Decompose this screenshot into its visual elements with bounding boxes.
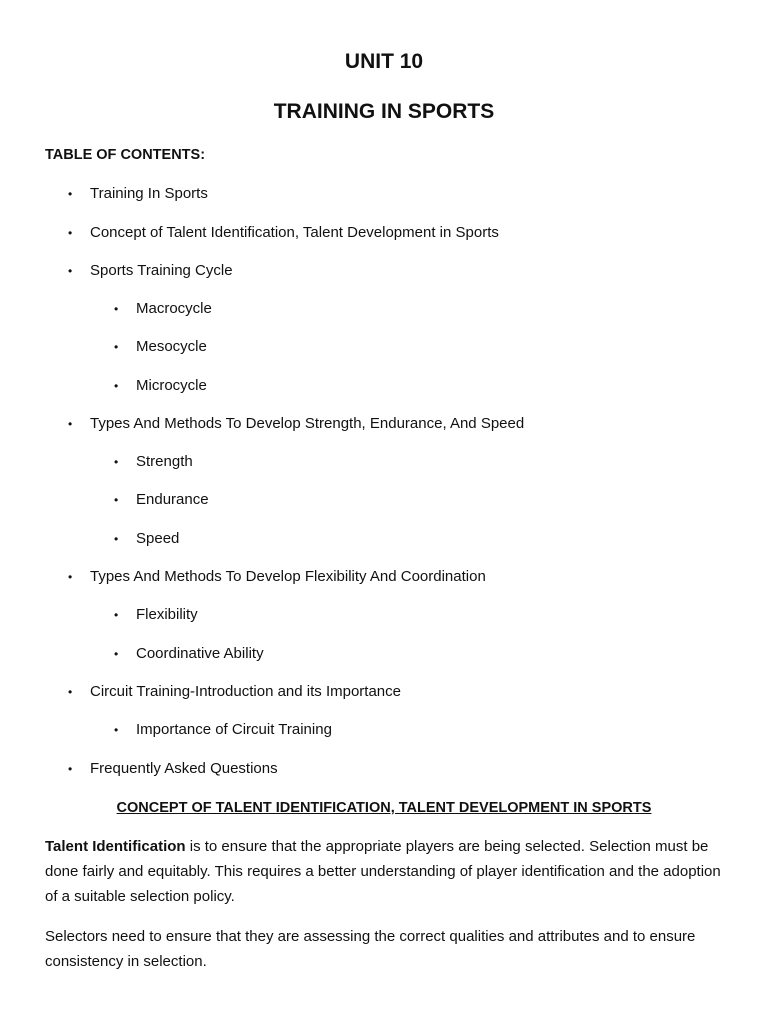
- toc-subitem: [114, 605, 198, 625]
- paragraph-talent-identification: [45, 834, 735, 909]
- toc-item-label: Sports Training Cycle: [90, 262, 233, 279]
- toc-subitem: [114, 376, 207, 396]
- bullet-icon: •: [114, 302, 119, 316]
- bullet-icon: •: [68, 570, 73, 584]
- toc-item: [68, 184, 208, 204]
- toc-item-label: Strength: [136, 453, 193, 470]
- page-title: TRAINING IN SPORTS: [273, 100, 495, 123]
- unit-title: UNIT 10: [344, 50, 424, 73]
- bullet-icon: •: [68, 226, 73, 240]
- toc-item: [68, 682, 401, 702]
- toc-item: [68, 759, 278, 779]
- bullet-icon: •: [68, 685, 73, 699]
- toc-subitem: [114, 452, 193, 472]
- paragraph-selectors: Selectors need to ensure that they are assessing the correct qualities and attributes and to ensure consistency in selection.: [45, 928, 696, 970]
- bullet-icon: •: [114, 455, 119, 469]
- toc-item-label: Speed: [136, 530, 180, 547]
- toc-subitem: [114, 299, 212, 319]
- bullet-icon: •: [114, 608, 119, 622]
- toc-subitem: [114, 720, 332, 740]
- bullet-icon: •: [114, 647, 119, 661]
- paragraph-text: is to ensure that the appropriate players are being selected. Selection must be done fairly and equitably. This requires a better understanding of player identification and the adoption of a suitable selection policy.: [45, 838, 721, 905]
- bullet-icon: •: [68, 417, 73, 431]
- toc-heading: TABLE OF CONTENTS:: [45, 147, 206, 163]
- section-heading: CONCEPT OF TALENT IDENTIFICATION, TALENT DEVELOPMENT IN SPORTS: [116, 800, 652, 816]
- toc-item-label: Endurance: [136, 491, 209, 508]
- toc-item-label: Types And Methods To Develop Strength, Endurance, And Speed: [90, 415, 525, 432]
- toc-subitem: [114, 644, 264, 664]
- bullet-icon: •: [114, 379, 119, 393]
- toc-item-label: Flexibility: [136, 606, 198, 623]
- toc-item-label: Macrocycle: [136, 300, 212, 317]
- term-talent-identification: Talent Identification: [45, 838, 186, 855]
- toc-item-label: Importance of Circuit Training: [136, 721, 332, 738]
- toc-item-label: Circuit Training-Introduction and its Importance: [90, 683, 401, 700]
- toc-item-label: Microcycle: [136, 377, 207, 394]
- bullet-icon: •: [114, 493, 119, 507]
- toc-item-label: Coordinative Ability: [136, 645, 264, 662]
- bullet-icon: •: [68, 762, 73, 776]
- toc-item: [68, 261, 233, 281]
- bullet-icon: •: [68, 264, 73, 278]
- toc-item-label: Types And Methods To Develop Flexibility And Coordination: [90, 568, 486, 585]
- bullet-icon: •: [114, 532, 119, 546]
- toc-item-label: Concept of Talent Identification, Talent Development in Sports: [90, 224, 499, 241]
- bullet-icon: •: [114, 340, 119, 354]
- toc-item: [68, 414, 525, 434]
- toc-item-label: Training In Sports: [90, 185, 208, 202]
- toc-item-label: Mesocycle: [136, 338, 207, 355]
- bullet-icon: •: [114, 723, 119, 737]
- toc-subitem: [114, 490, 209, 510]
- toc-subitem: [114, 337, 207, 357]
- toc-item-label: Frequently Asked Questions: [90, 760, 278, 777]
- toc-subitem: [114, 529, 180, 549]
- bullet-icon: •: [68, 187, 73, 201]
- toc-item: [68, 223, 499, 243]
- toc-item: [68, 567, 486, 587]
